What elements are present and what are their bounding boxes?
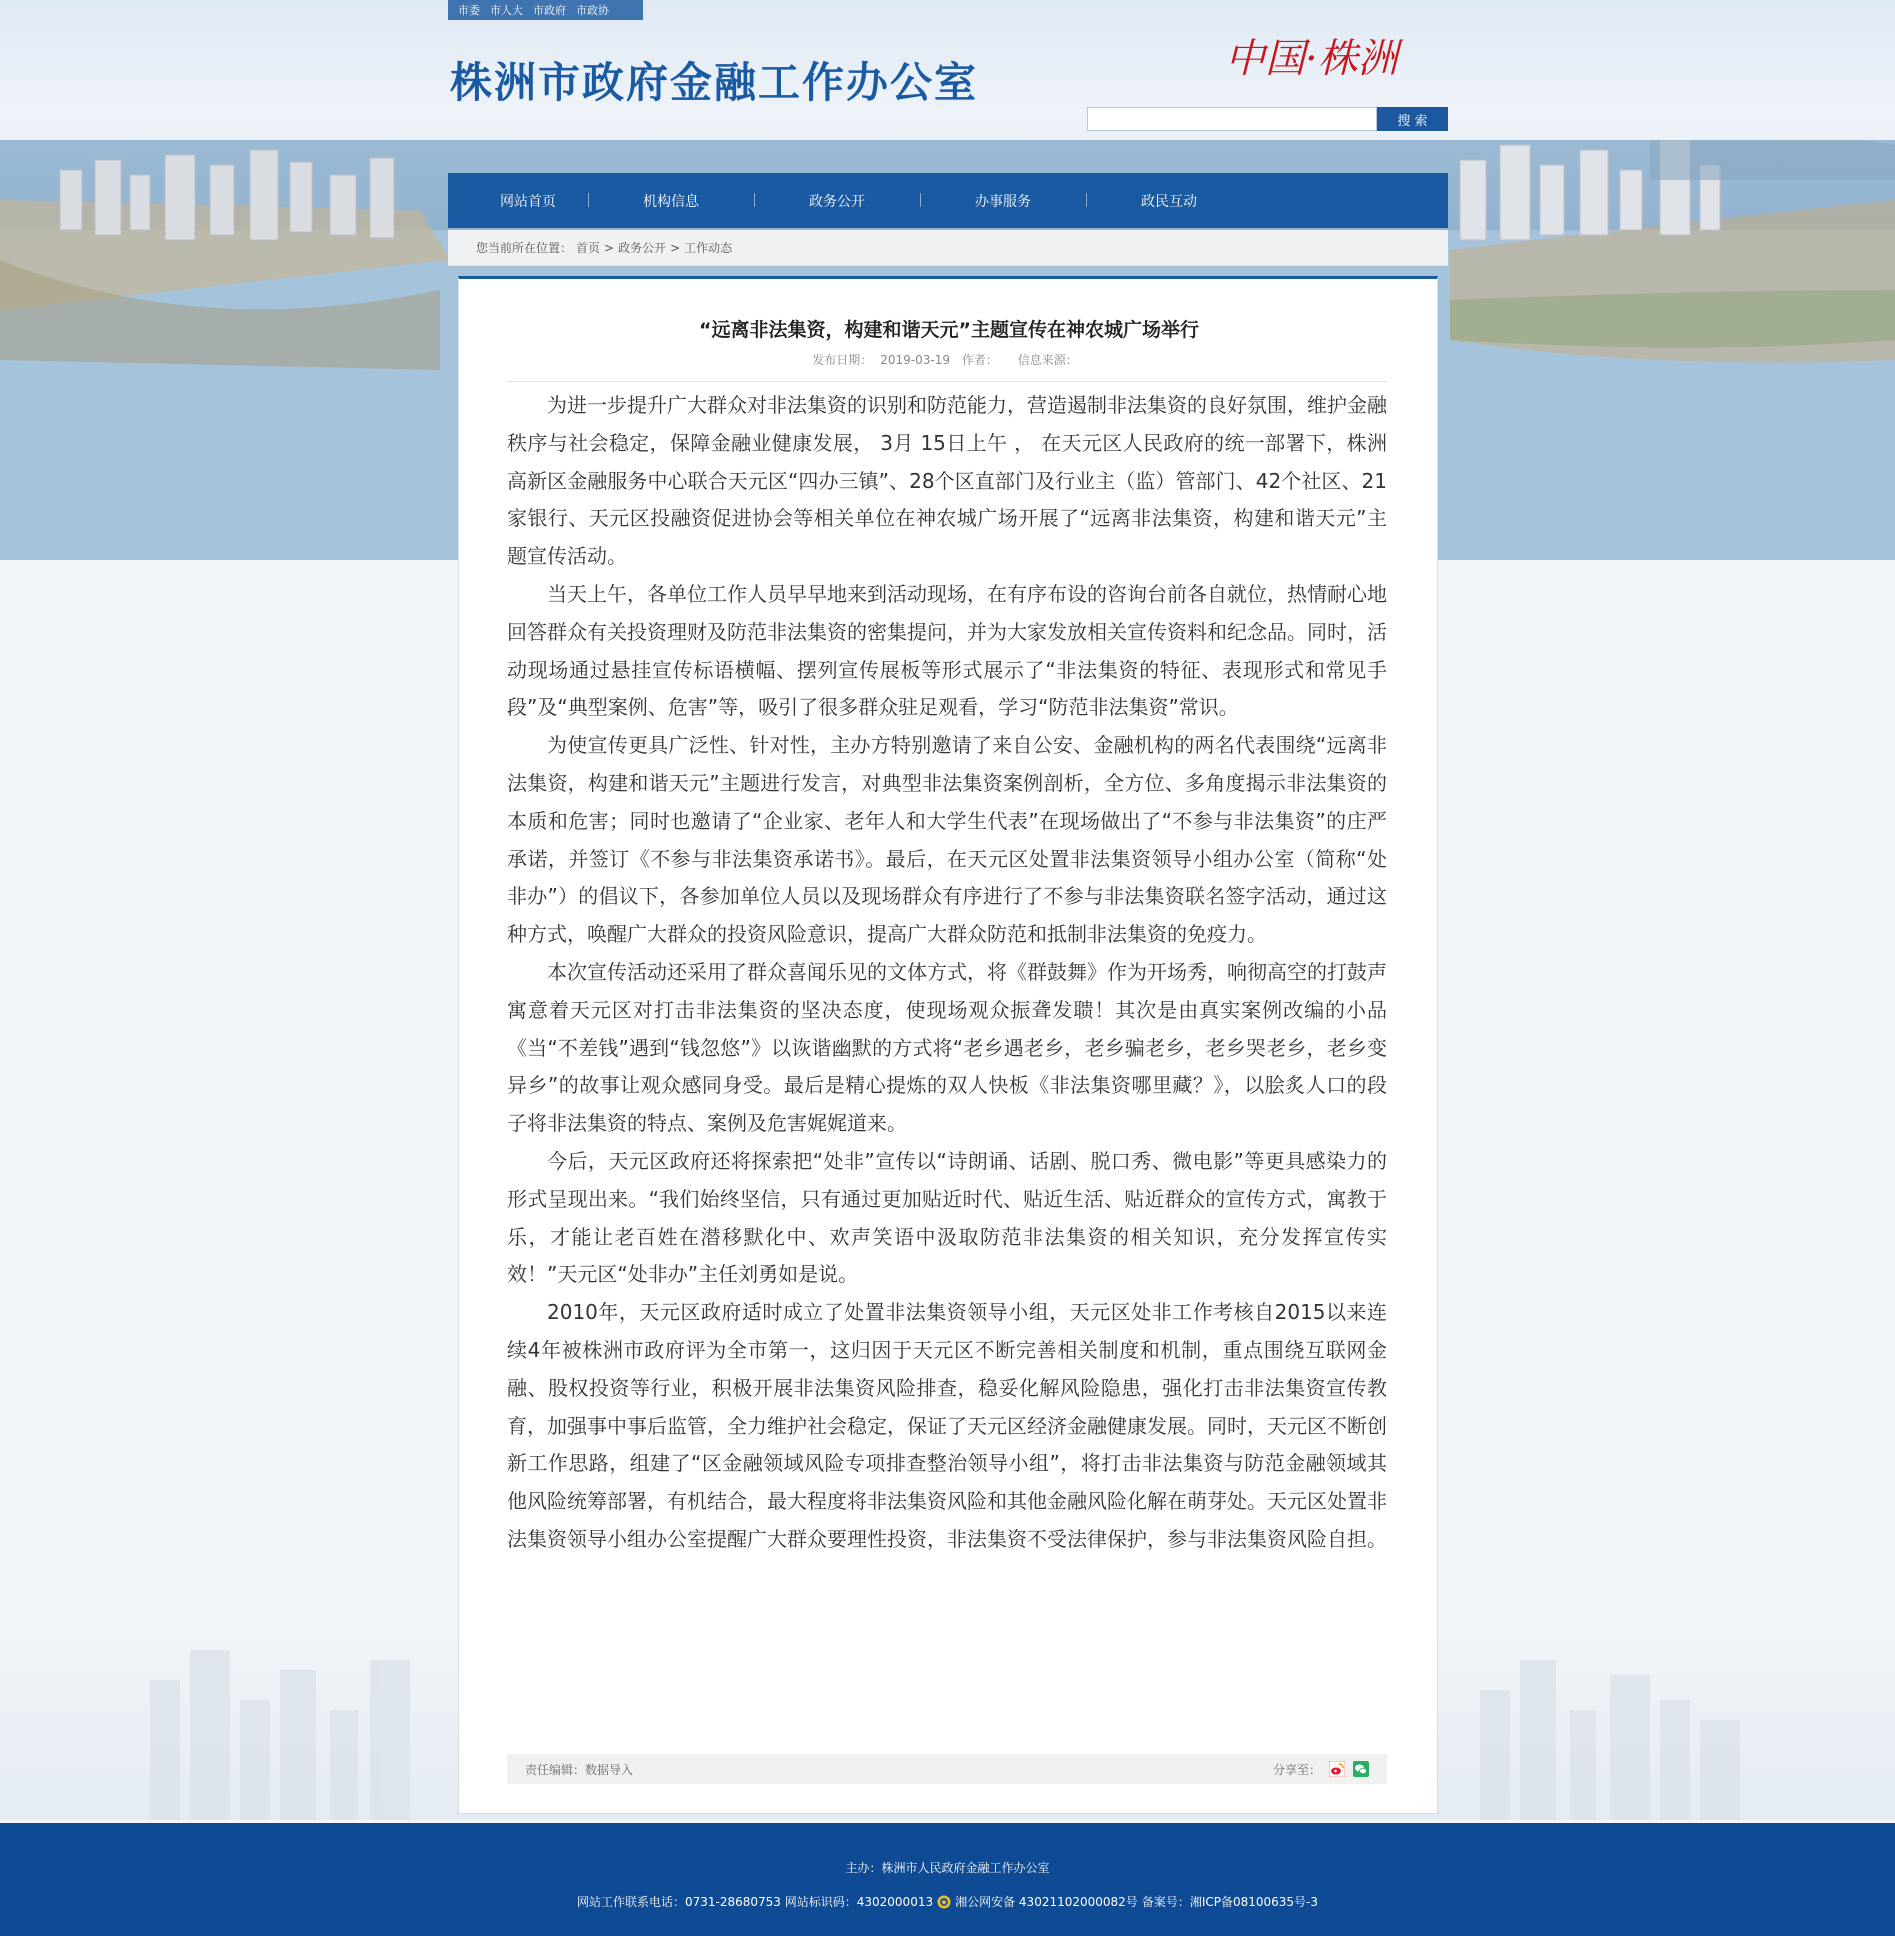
police-badge-icon: [937, 1895, 951, 1909]
editor-name: 数据导入: [585, 1762, 634, 1777]
article-paragraph: 为使宣传更具广泛性、针对性，主办方特别邀请了来自公安、金融机构的两名代表围绕“远离非法集资，构建和谐天元”主题进行发言，对典型非法集资案例剖析，全方位、多角度揭示非法集资的本质和危害；同时也邀请了“企业家、老年人和大学生代表”在现场做出了“不参与非法集资”的庄严承诺，并签订《不参与非法集资承诺书》。最后，在天元区处置非法集资领导小组办公室（简称“处非办”）的倡议下，各参加单位人员以及现场群众有序进行了不参与非法集资联名签字活动，通过这种方式，唤醒广大群众的投资风险意识，提高广大群众防范和抵制非法集资的免疫力。: [507, 733, 1387, 947]
nav-item-government-affairs[interactable]: 政务公开: [754, 191, 920, 211]
source-label: 信息来源：: [1017, 353, 1078, 367]
breadcrumb-separator: >: [670, 240, 681, 255]
article-footer-bar: [507, 1754, 1387, 1784]
breadcrumb-home[interactable]: 首页: [576, 241, 601, 255]
logo-calligraphy-text: 中国·株洲: [1225, 36, 1398, 82]
search-button[interactable]: 搜 索: [1377, 107, 1448, 131]
wechat-icon[interactable]: [1353, 1761, 1369, 1777]
site-footer: [0, 1823, 1895, 1936]
article-paragraph: 本次宣传活动还采用了群众喜闻乐见的文体方式，将《群鼓舞》作为开场秀，响彻高空的打鼓声寓意着天元区对打击非法集资的坚决态度，使现场观众振聋发聩！其次是由真实案例改编的小品《当“不差钱”遇到“钱忽悠”》以诙谐幽默的方式将“老乡遇老乡，老乡骗老乡，老乡哭老乡，老乡变异乡”的故事让观众感同身受。最后是精心提炼的双人快板《非法集资哪里藏？》，以脍炙人口的段子将非法集资的特点、案例及危害娓娓道来。: [507, 959, 1387, 1136]
article-meta: [459, 351, 1439, 368]
footer-contact: 网站工作联系电话：0731-28680753 网站标识码：4302000013: [576, 1895, 934, 1909]
weibo-icon[interactable]: [1329, 1761, 1345, 1777]
breadcrumb-separator: >: [604, 240, 615, 255]
footer-icp-link[interactable]: 备案号：湘ICP备08100635号-3: [1141, 1895, 1319, 1909]
footer-police-record-link[interactable]: 湘公网安备 43021102000082号: [955, 1895, 1138, 1909]
main-nav: [448, 173, 1448, 228]
article-paragraph: 2010年，天元区政府适时成立了处置非法集资领导小组，天元区处非工作考核自2015以来连续4年被株洲市政府评为全市第一，这归因于天元区不断完善相关制度和机制，重点围绕互联网金融、股权投资等行业，积极开展非法集资风险排查，稳妥化解风险隐患，强化打击非法集资宣传教育，加强事中事后监管，全力维护社会稳定，保证了天元区经济金融健康发展。同时，天元区不断创新工作思路，组建了“区金融领域风险专项排查整治领导小组”，将打击非法集资与防范金融领域其他风险统筹部署，有机结合，最大程度将非法集资风险和其他金融风险化解在萌芽处。天元区处置非法集资领导小组办公室提醒广大群众要理性投资，非法集资不受法律保护，参与非法集资风险自担。: [507, 1300, 1387, 1551]
site-title: 株洲市政府金融工作办公室: [450, 58, 979, 107]
publish-date: 2019-03-19: [880, 353, 951, 367]
top-links-bar: [448, 0, 643, 20]
nav-item-services[interactable]: 办事服务: [920, 191, 1086, 211]
nav-item-organization[interactable]: 机构信息: [588, 191, 754, 211]
author-label: 作者：: [961, 353, 998, 367]
article-title: “远离非法集资，构建和谐天元”主题宣传在神农城广场举行: [699, 319, 1199, 341]
top-link-shiwei[interactable]: 市委: [458, 4, 480, 17]
publish-date-label: 发布日期：: [812, 353, 873, 367]
nav-item-home[interactable]: 网站首页: [500, 193, 556, 210]
article-body: [507, 387, 1387, 1559]
footer-info-line: [0, 1893, 1895, 1910]
share-bar: [1273, 1761, 1369, 1778]
breadcrumb-work-news[interactable]: 工作动态: [684, 241, 733, 255]
editor-label: 责任编辑：: [525, 1762, 586, 1777]
footer-sponsor: 主办：株洲市人民政府金融工作办公室: [845, 1861, 1050, 1875]
breadcrumb: [448, 230, 1448, 266]
search-box: [1087, 107, 1377, 131]
share-label: 分享至：: [1272, 1762, 1321, 1777]
article-paragraph: 为进一步提升广大群众对非法集资的识别和防范能力，营造遏制非法集资的良好氛围，维护金融秩序与社会稳定，保障金融业健康发展， 3月 15日上午 ， 在天元区人民政府的统一部署下，株洲高新区金融服务中心联合天元区“四办三镇”、28个区直部门及行业主（监）管部门、42个社区、21家银行、天元区投融资促进协会等相关单位在神农城广场开展了“远离非法集资，构建和谐天元”主题宣传活动。: [507, 393, 1387, 569]
article-paragraph: 今后，天元区政府还将探索把“处非”宣传以“诗朗诵、话剧、脱口秀、微电影”等更具感染力的形式呈现出来。“我们始终坚信，只有通过更加贴近时代、贴近生活、贴近群众的宣传方式，寓教于乐，才能让老百姓在潜移默化中、欢声笑语中汲取防范非法集资的相关知识，充分发挥宣传实效！”天元区“处非办”主任刘勇如是说。: [507, 1148, 1387, 1287]
title-divider: [507, 381, 1387, 382]
nav-item-interaction[interactable]: 政民互动: [1086, 191, 1252, 211]
article-card: [458, 276, 1438, 1814]
top-link-shizhengfu[interactable]: 市政府: [533, 4, 566, 17]
breadcrumb-government-affairs[interactable]: 政务公开: [618, 241, 667, 255]
article-paragraph: 当天上午，各单位工作人员早早地来到活动现场，在有序布设的咨询台前各自就位，热情耐心地回答群众有关投资理财及防范非法集资的密集提问，并为大家发放相关宣传资料和纪念品。同时，活动现场通过悬挂宣传标语横幅、摆列宣传展板等形式展示了“非法集资的特征、表现形式和常见手段”及“典型案例、危害”等，吸引了很多群众驻足观看，学习“防范非法集资”常识。: [507, 581, 1387, 720]
breadcrumb-prefix: 您当前所在位置：: [476, 241, 573, 255]
top-link-shirenda[interactable]: 市人大: [490, 4, 523, 17]
editor-info: [525, 1761, 633, 1778]
china-zhuzhou-logo: [1225, 28, 1415, 92]
search-input[interactable]: [1087, 107, 1377, 131]
top-link-shizhengxie[interactable]: 市政协: [576, 4, 609, 17]
